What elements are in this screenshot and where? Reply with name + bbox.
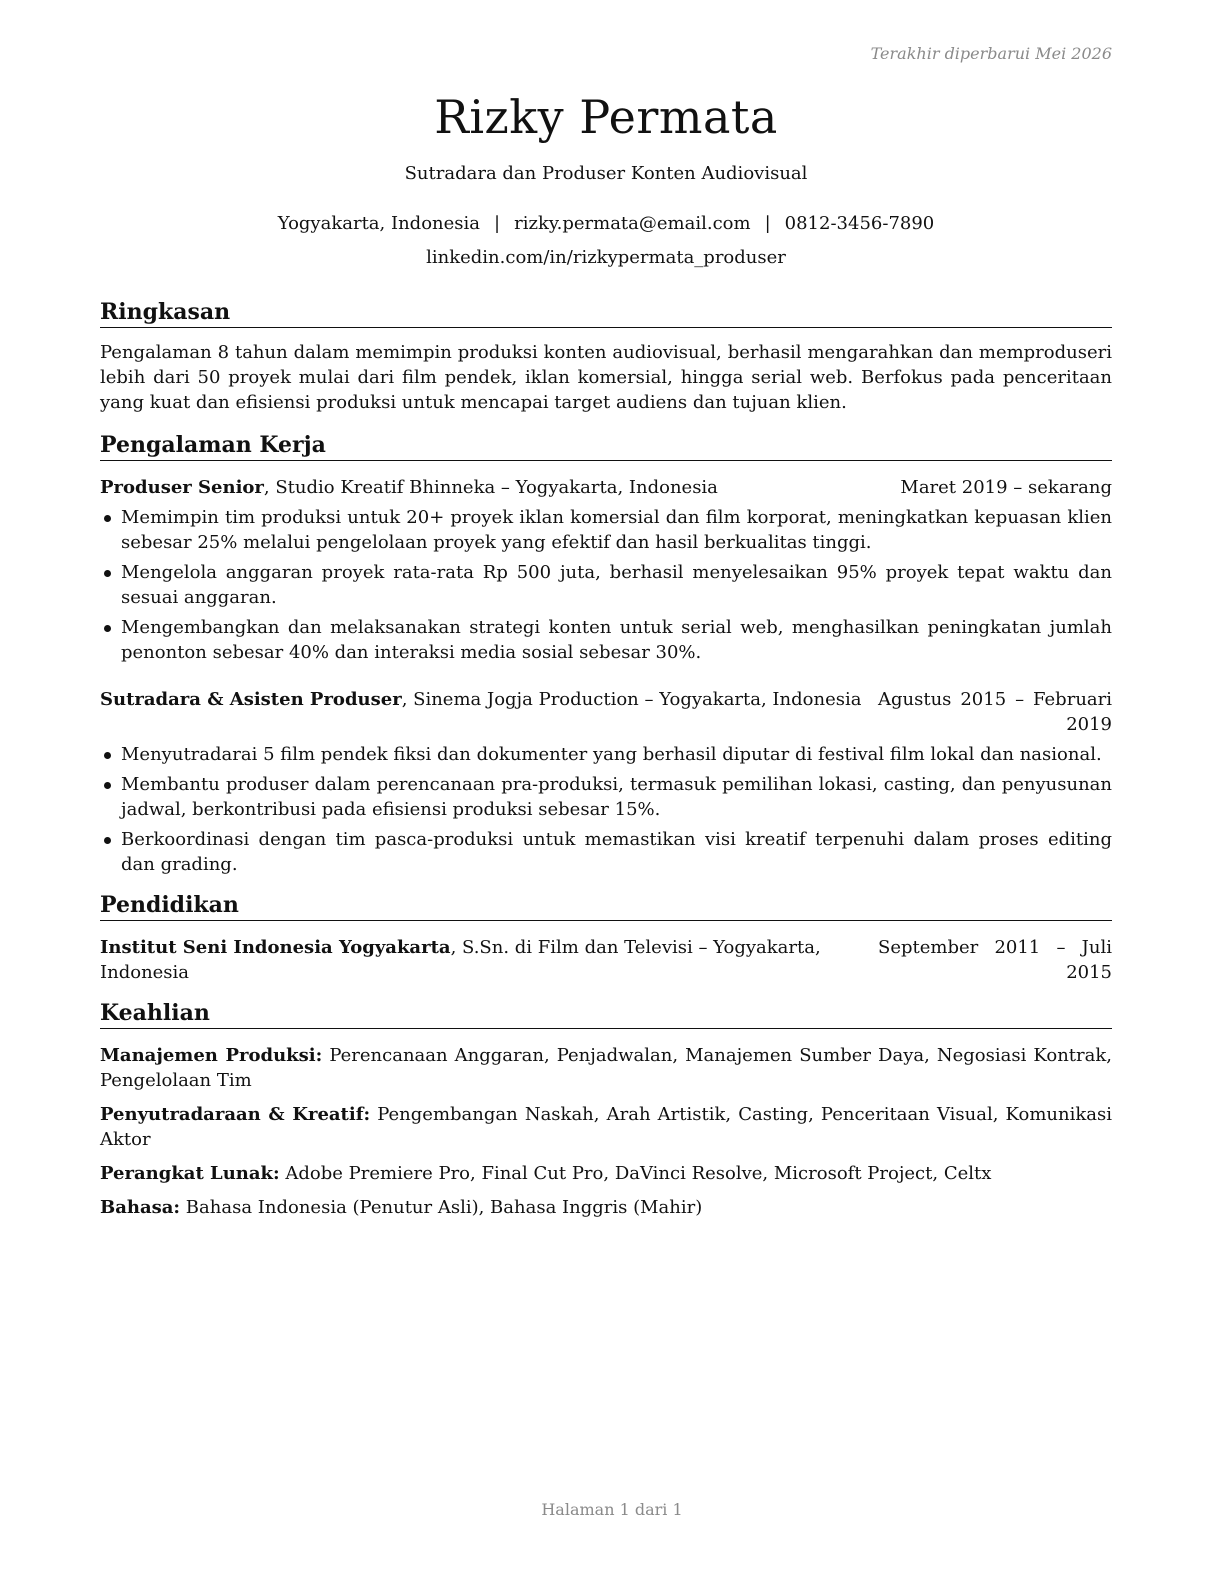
skill-value: Adobe Premiere Pro, Final Cut Pro, DaVinci Resolve, Microsoft Project, Celtx bbox=[279, 1163, 992, 1184]
job-date: Agustus 2015 – Februari 2019 bbox=[878, 689, 1112, 735]
job-role: Produser Senior bbox=[100, 477, 264, 498]
contact-separator: | bbox=[764, 213, 771, 234]
list-item: Menyutradarai 5 film pendek fiksi dan dokumenter yang berhasil diputar di festival film lokal dan nasional. bbox=[100, 742, 1112, 767]
list-item: Mengelola anggaran proyek rata-rata Rp 500 juta, berhasil menyelesaikan 95% proyek tepat waktu dan sesuai anggaran. bbox=[100, 560, 1112, 610]
list-item: Membantu produser dalam perencanaan pra-produksi, termasuk pemilihan lokasi, casting, dan penyusunan jadwal, berkontribusi pada efisiensi produksi sebesar 15%. bbox=[100, 772, 1112, 822]
education-school: Institut Seni Indonesia Yogyakarta bbox=[100, 937, 451, 958]
contact-separator: | bbox=[494, 213, 501, 234]
contact-location: Yogyakarta, Indonesia bbox=[277, 213, 481, 234]
skill-value: Bahasa Indonesia (Penutur Asli), Bahasa Inggris (Mahir) bbox=[180, 1197, 703, 1218]
skill-label: Manajemen Produksi: bbox=[100, 1045, 323, 1066]
job-header bbox=[100, 475, 1112, 500]
skills-list bbox=[100, 1043, 1112, 1220]
contact-email[interactable]: rizky.permata@email.com bbox=[514, 213, 751, 234]
last-updated-note: Terakhir diperbarui Mei 2026 bbox=[870, 44, 1112, 63]
education-degree: , S.Sn. di Film dan Televisi – Yogyakarta, Indonesia bbox=[100, 937, 821, 983]
skill-row bbox=[100, 1102, 1112, 1152]
list-item: Mengembangkan dan melaksanakan strategi konten untuk serial web, menghasilkan peningkatan jumlah penonton sebesar 40% dan interaksi media sosial sebesar 30%. bbox=[100, 615, 1112, 665]
job-bullet-list bbox=[100, 505, 1112, 665]
job-organization: , Sinema Jogja Production – Yogyakarta, Indonesia bbox=[401, 689, 862, 710]
job-title-line bbox=[100, 475, 900, 500]
education-line bbox=[100, 935, 878, 985]
skill-row bbox=[100, 1043, 1112, 1093]
list-item: Berkoordinasi dengan tim pasca-produksi untuk memastikan visi kreatif terpenuhi dalam proses editing dan grading. bbox=[100, 827, 1112, 877]
skill-label: Perangkat Lunak: bbox=[100, 1163, 280, 1184]
job-date: Maret 2019 – sekarang bbox=[900, 477, 1112, 498]
candidate-name: Rizky Permata bbox=[434, 90, 778, 144]
skill-value: Perencanaan Anggaran, Penjadwalan, Manajemen Sumber Daya, Negosiasi Kontrak, Pengelolaan Tim bbox=[100, 1045, 1112, 1091]
contact-linkedin[interactable]: linkedin.com/in/rizkypermata_produser bbox=[426, 247, 786, 268]
skill-row bbox=[100, 1161, 1112, 1186]
skill-row bbox=[100, 1195, 1112, 1220]
candidate-headline: Sutradara dan Produser Konten Audiovisual bbox=[404, 163, 808, 184]
list-item: Memimpin tim produksi untuk 20+ proyek iklan komersial dan film korporat, meningkatkan kepuasan klien sebesar 25% melalui pengelolaan proyek yang efektif dan hasil berkualitas tinggi. bbox=[100, 505, 1112, 555]
skill-value: Pengembangan Naskah, Arah Artistik, Casting, Penceritaan Visual, Komunikasi Aktor bbox=[100, 1104, 1113, 1150]
section-title-skills: Keahlian bbox=[100, 999, 1112, 1029]
contact-phone: 0812-3456-7890 bbox=[784, 213, 935, 234]
section-title-summary: Ringkasan bbox=[100, 298, 1112, 328]
page-number: Halaman 1 dari 1 bbox=[541, 1500, 683, 1519]
job-bullet-list bbox=[100, 742, 1112, 877]
section-title-education: Pendidikan bbox=[100, 891, 1112, 921]
section-title-experience: Pengalaman Kerja bbox=[100, 431, 1112, 461]
education-entry bbox=[100, 935, 1112, 985]
skill-label: Penyutradaraan & Kreatif: bbox=[100, 1104, 371, 1125]
skill-label: Bahasa: bbox=[100, 1197, 181, 1218]
job-header bbox=[100, 687, 1112, 737]
job-role: Sutradara & Asisten Produser bbox=[100, 689, 402, 710]
contact-line bbox=[100, 212, 1112, 236]
job-organization: , Studio Kreatif Bhinneka – Yogyakarta, Indonesia bbox=[263, 477, 718, 498]
job-title-line bbox=[100, 687, 878, 737]
summary-text: Pengalaman 8 tahun dalam memimpin produksi konten audiovisual, berhasil mengarahkan dan memproduseri lebih dari 50 proyek mulai dari film pendek, iklan komersial, hingga serial web. Berfokus pada penceritaan yang kuat dan efisiensi produksi untuk mencapai target audiens dan tujuan klien. bbox=[100, 342, 1112, 413]
education-date: September 2011 – Juli 2015 bbox=[878, 937, 1112, 983]
